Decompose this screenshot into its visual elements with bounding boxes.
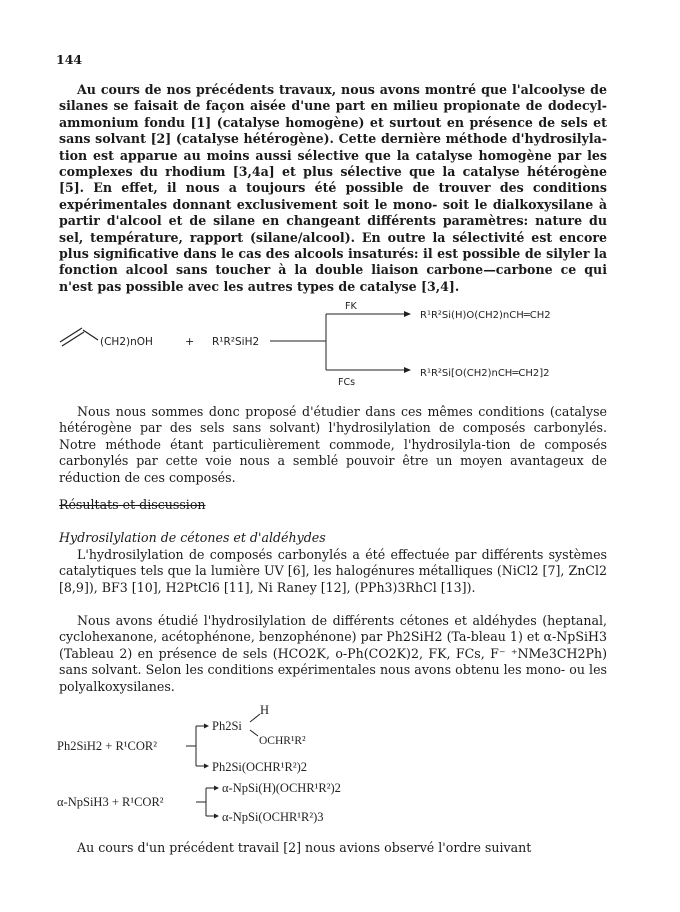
reaction-scheme-alcoholysis — [0, 296, 680, 406]
arrow-head-icon — [404, 367, 411, 373]
paragraph-study: Nous avons étudié l'hydrosilylation de différents cétones et aldéhydes (heptanal, cyclohexanone, acétophénone, benzophénone) par Ph2SiH2 (Ta-bleau 1) et α-NpSiH3 (Tableau 2) en présence de sels (HCO2K, o-Ph(CO2K)2, FK, FCs, F⁻ ⁺NMe3CH2Ph) sans solvant. Selon les conditions expérimentales nous avons obtenu les mono- ou les polyalkoxysilanes. — [59, 613, 607, 694]
arrow-head-icon — [204, 764, 209, 769]
plus-sign: + — [185, 335, 195, 348]
reaction-scheme-ph2sih2 — [0, 700, 680, 830]
reactant-silane: R¹R²SiH2 — [212, 336, 260, 348]
paragraph-aim: Nous nous sommes donc proposé d'étudier dans ces mêmes conditions (catalyse hétérogène par des sels sans solvant) l'hydrosilylation de composés carbonylés. Notre méthode étant particulièrement commode, l'hydrosilyla-tion de composés carbonylés par cette voie nous a semblé pouvoir être un moyen avantageux de réduction de ces composés. — [59, 404, 607, 485]
section-heading-results: Résultats et discussion — [59, 497, 206, 512]
scheme2-product-si: Ph2Si — [212, 719, 242, 733]
arrow-head-icon — [214, 786, 219, 791]
scheme2-product-h: H — [260, 703, 270, 717]
catalyst-fcs: FCs — [338, 377, 356, 388]
paragraph-catalytic-systems: L'hydrosilylation de composés carbonylés a été effectuée par différents systèmes catalytiques tels que la lumière UV [6], les halogénures métalliques (NiCl2 [7], ZnCl2 [8,9]), BF3 [10], H2PtCl6 [11], Ni Raney [12], (PPh3)3RhCl [13]). — [59, 547, 607, 595]
scheme2-product-or: OCHR¹R² — [259, 735, 306, 747]
product-dialkoxysilane: R¹R²Si[O(CH2)nCH═CH2]2 — [420, 368, 550, 379]
catalyst-fk: FK — [345, 301, 357, 312]
arrow-head-icon — [404, 311, 411, 317]
product-monoalkoxysilane: R¹R²Si(H)O(CH2)nCH═CH2 — [420, 310, 551, 321]
scheme2-product-bottom: Ph2Si(OCHR¹R²)2 — [212, 760, 308, 774]
scheme2-reactants: Ph2SiH2 + R¹COR² — [57, 739, 157, 753]
scheme3-product-top: α-NpSi(H)(OCHR¹R²)2 — [222, 781, 341, 795]
scheme3-reactants: α-NpSiH3 + R¹COR² — [57, 795, 164, 809]
subheading-hydrosilylation: Hydrosilylation de cétones et d'aldéhydes — [59, 530, 326, 545]
arrow-head-icon — [204, 724, 209, 729]
paragraph-order: Au cours d'un précédent travail [2] nous avions observé l'ordre suivant — [77, 840, 532, 855]
arrow-head-icon — [214, 814, 219, 819]
paragraph-intro: Au cours de nos précédents travaux, nous avons montré que l'alcoolyse de silanes se faisait de façon aisée d'une part en milieu propionate de dodecyl-ammonium fondu [1] (catalyse homogène) et surtout en présence de sels et sans solvant [2] (catalyse hétérogène). Cette dernière méthode d'hydrosilyla-tion est apparue au moins aussi sélective que la catalyse homogène par les complexes du rhodium [3,4a] et plus sélective que la catalyse hétérogène [5]. En effet, il nous a toujours été possible de trouver des conditions expérimentales donnant exclusivement soit le mono- soit le dialkoxysilane à partir d'alcool et de silane en changeant différents paramètres: nature du sel, température, rapport (silane/alcool). En outre la sélectivité est encore plus significative dans le cas des alcools insaturés: il est possible de silyler la fonction alcool sans toucher à la double liaison carbone—carbone ce qui n'est pas possible avec les autres types de catalyse [3,4]. — [59, 82, 607, 294]
reactant-alcohol: (CH2)nOH — [100, 336, 153, 348]
page-number: 144 — [56, 52, 83, 67]
alkene-bond-icon — [60, 328, 98, 346]
scheme3-product-bottom: α-NpSi(OCHR¹R²)3 — [222, 810, 324, 824]
